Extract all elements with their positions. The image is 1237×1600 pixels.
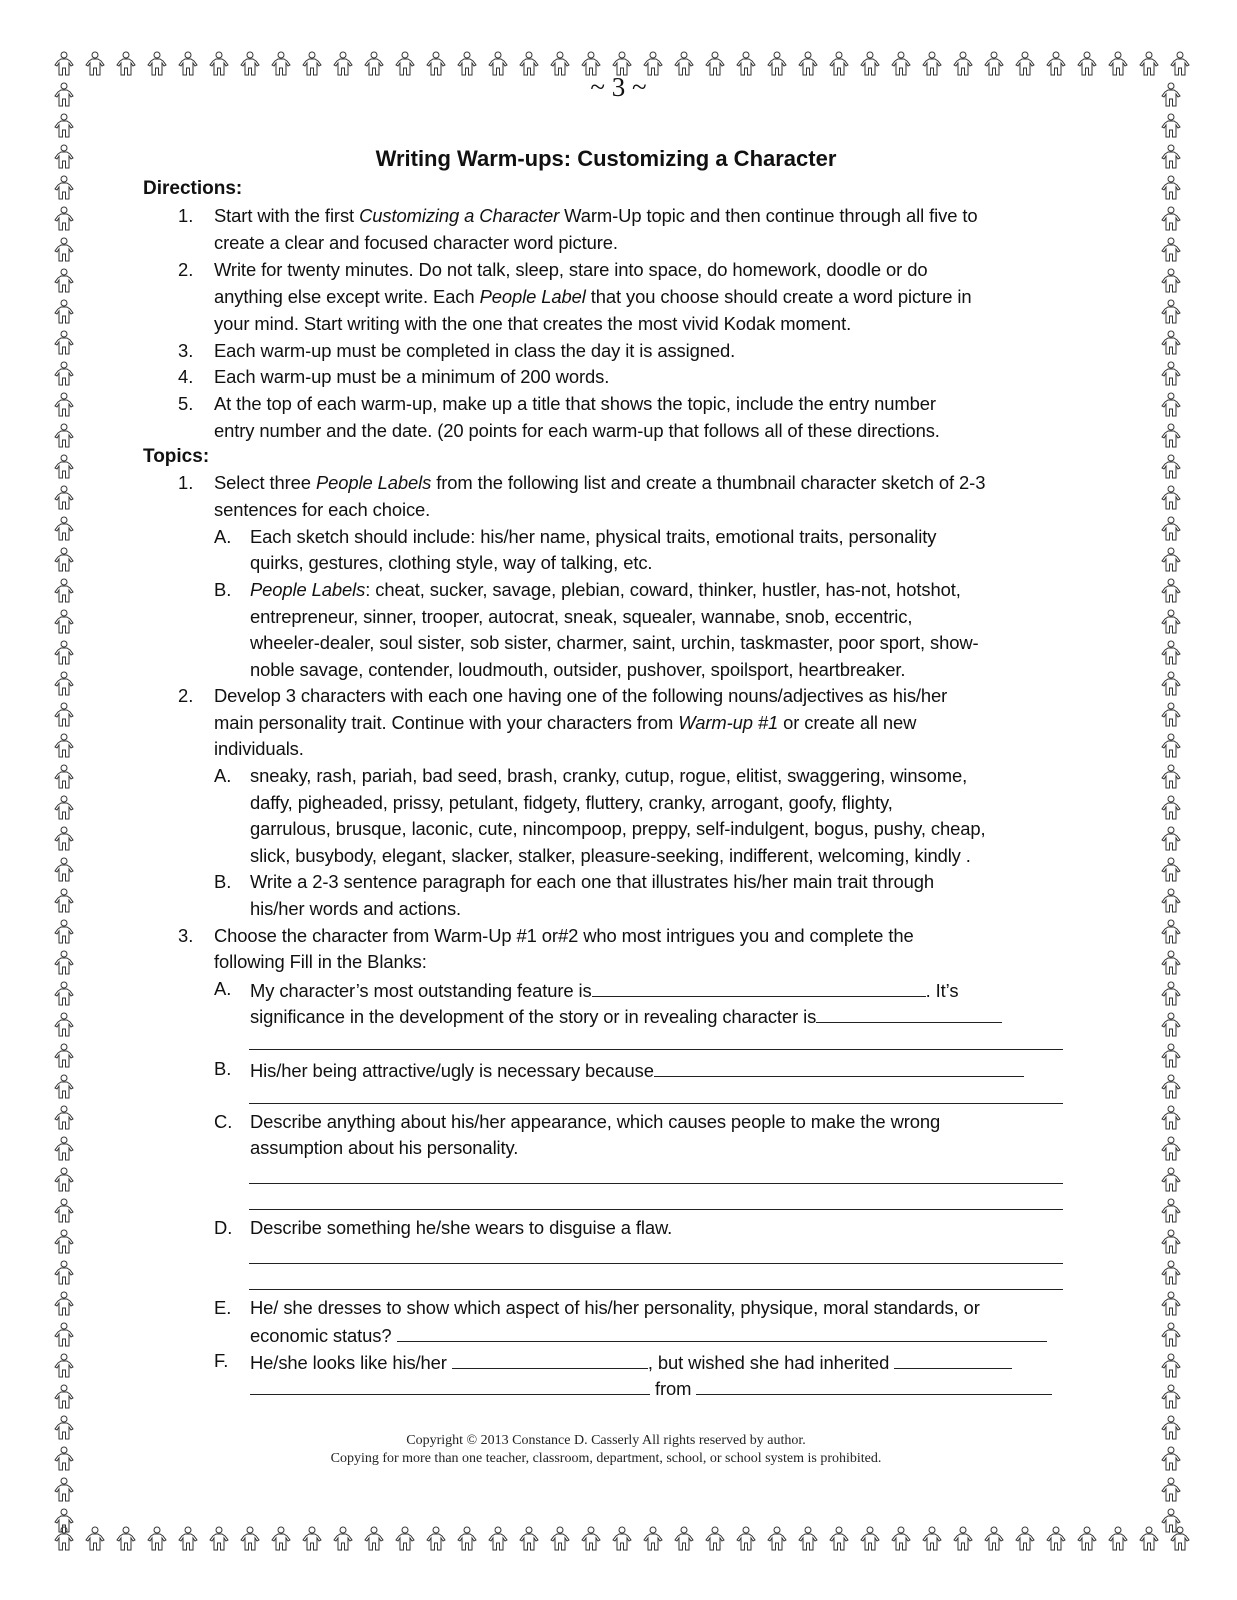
person-icon bbox=[48, 1319, 79, 1350]
person-icon bbox=[730, 1523, 761, 1554]
person-icon bbox=[48, 730, 79, 761]
person-icon bbox=[1155, 544, 1186, 575]
fill-d-letter: D. bbox=[214, 1217, 233, 1238]
fill-e-letter: E. bbox=[214, 1297, 232, 1318]
direction-1-line-2: create a clear and focused character word picture. bbox=[214, 232, 618, 253]
person-icon bbox=[48, 234, 79, 265]
person-icon bbox=[48, 699, 79, 730]
fill-c-letter: C. bbox=[214, 1111, 233, 1132]
person-icon bbox=[172, 1523, 203, 1554]
attractive-ugly-blank[interactable] bbox=[654, 1058, 1024, 1077]
person-icon bbox=[1155, 1474, 1186, 1505]
person-icon bbox=[48, 296, 79, 327]
person-icon bbox=[1155, 203, 1186, 234]
person-icon bbox=[48, 792, 79, 823]
person-icon bbox=[1155, 358, 1186, 389]
copying-notice: Copying for more than one teacher, classroom, department, school, or school system is prohibited. bbox=[330, 1451, 882, 1466]
fill-a-line-1 bbox=[250, 978, 958, 1002]
person-icon bbox=[1155, 1040, 1186, 1071]
person-icon bbox=[1155, 854, 1186, 885]
fill-d-answer-line-1[interactable] bbox=[249, 1263, 1063, 1264]
fill-a-answer-line[interactable] bbox=[249, 1049, 1063, 1050]
person-icon bbox=[48, 1350, 79, 1381]
outstanding-feature-blank[interactable] bbox=[592, 978, 926, 997]
person-icon bbox=[48, 1505, 79, 1536]
person-icon bbox=[389, 1523, 420, 1554]
page-number: ~ 3 ~ bbox=[590, 72, 647, 102]
person-icon bbox=[1155, 1071, 1186, 1102]
fill-c-answer-line-2[interactable] bbox=[249, 1209, 1063, 1210]
fill-a-significance-prompt: significance in the development of the story or in revealing character is bbox=[250, 1006, 817, 1027]
person-icon bbox=[1155, 761, 1186, 792]
topic-1-line-2: sentences for each choice. bbox=[214, 499, 431, 520]
person-icon bbox=[1155, 513, 1186, 544]
person-icon bbox=[1009, 1523, 1040, 1554]
people-labels-line-2: entrepreneur, sinner, trooper, autocrat, sneak, squealer, wannabe, snob, eccentric, bbox=[250, 606, 913, 627]
border-strip bbox=[1155, 79, 1186, 1536]
person-icon bbox=[668, 1523, 699, 1554]
person-icon bbox=[575, 1523, 606, 1554]
person-icon bbox=[48, 420, 79, 451]
person-icon bbox=[48, 110, 79, 141]
person-icon bbox=[48, 203, 79, 234]
person-icon bbox=[48, 1195, 79, 1226]
topic-1a-line-2: quirks, gestures, clothing style, way of talking, etc. bbox=[250, 552, 653, 573]
person-icon bbox=[48, 327, 79, 358]
person-icon bbox=[1155, 1319, 1186, 1350]
significance-blank[interactable] bbox=[816, 1004, 1002, 1023]
copyright-line: Copyright © 2013 Constance D. Casserly All rights reserved by author. bbox=[406, 1433, 806, 1448]
traits-line-3: garrulous, brusque, laconic, cute, nincompoop, preppy, self-indulgent, bogus, pushy, cheap, bbox=[250, 818, 986, 839]
person-icon bbox=[141, 1523, 172, 1554]
person-icon bbox=[1155, 575, 1186, 606]
direction-5-line-2: entry number and the date. (20 points for each warm-up that follows all of these directions. bbox=[214, 420, 940, 441]
inherited-from-blank[interactable] bbox=[696, 1376, 1052, 1395]
looks-like-blank[interactable] bbox=[452, 1350, 648, 1369]
topic-1a-line-1: Each sketch should include: his/her name, physical traits, emotional traits, personality bbox=[250, 526, 937, 547]
inherited-blank[interactable] bbox=[894, 1350, 1012, 1369]
person-icon bbox=[48, 947, 79, 978]
person-icon bbox=[48, 172, 79, 203]
fill-a-prompt: My character’s most outstanding feature is bbox=[250, 980, 592, 1001]
person-icon bbox=[48, 978, 79, 1009]
fill-e-line-1: He/ she dresses to show which aspect of his/her personality, physique, moral standards, or bbox=[250, 1297, 980, 1318]
person-icon bbox=[48, 1288, 79, 1319]
people-labels-line-4: noble savage, contender, loudmouth, outsider, pushover, spoilsport, heartbreaker. bbox=[250, 659, 906, 680]
person-icon bbox=[761, 1523, 792, 1554]
person-icon bbox=[48, 1102, 79, 1133]
fill-b-answer-line[interactable] bbox=[249, 1103, 1063, 1104]
directions-heading: Directions: bbox=[143, 178, 243, 199]
people-labels-line-3: wheeler-dealer, soul sister, sob sister, charmer, saint, urchin, taskmaster, poor sport, show- bbox=[250, 632, 979, 653]
person-icon bbox=[1155, 1226, 1186, 1257]
person-icon bbox=[1155, 451, 1186, 482]
fill-f-line-2 bbox=[250, 1376, 1052, 1400]
person-icon bbox=[513, 1523, 544, 1554]
fill-b-letter: B. bbox=[214, 1058, 232, 1079]
person-icon bbox=[1155, 606, 1186, 637]
person-icon bbox=[916, 1523, 947, 1554]
person-icon bbox=[420, 1523, 451, 1554]
fill-f-prompt-2: , but wished she had inherited bbox=[647, 1352, 890, 1373]
person-icon bbox=[48, 451, 79, 482]
person-icon bbox=[1155, 699, 1186, 730]
person-icon bbox=[947, 1523, 978, 1554]
fill-a-prompt-end: . It’s bbox=[925, 980, 959, 1001]
fill-c-line-1: Describe anything about his/her appearance, which causes people to make the wrong bbox=[250, 1111, 941, 1132]
page-title: Writing Warm-ups: Customizing a Character bbox=[375, 146, 837, 171]
person-icon bbox=[48, 823, 79, 854]
person-icon bbox=[48, 1474, 79, 1505]
person-icon bbox=[1040, 1523, 1071, 1554]
person-icon bbox=[1155, 327, 1186, 358]
person-icon bbox=[1155, 389, 1186, 420]
person-icon bbox=[48, 1071, 79, 1102]
person-icon bbox=[48, 637, 79, 668]
person-icon bbox=[1155, 823, 1186, 854]
traits-line-1: sneaky, rash, pariah, bad seed, brash, cranky, cutup, rogue, elitist, swaggering, winsome, bbox=[250, 765, 968, 786]
topic-2-number: 2. bbox=[178, 685, 194, 706]
person-icon bbox=[1155, 172, 1186, 203]
person-icon bbox=[48, 482, 79, 513]
person-icon bbox=[1155, 1505, 1186, 1536]
dress-aspect-blank[interactable] bbox=[397, 1323, 1047, 1342]
person-icon bbox=[1102, 1523, 1133, 1554]
person-icon bbox=[1155, 1102, 1186, 1133]
fill-d-line-1: Describe something he/she wears to disguise a flaw. bbox=[250, 1217, 673, 1238]
direction-4-number: 4. bbox=[178, 366, 194, 387]
person-icon bbox=[482, 1523, 513, 1554]
topic-2-line-3: individuals. bbox=[214, 738, 304, 759]
topic-2-line-1: Develop 3 characters with each one having one of the following nouns/adjectives as his/her bbox=[214, 685, 948, 706]
person-icon bbox=[79, 1523, 110, 1554]
person-icon bbox=[1155, 1195, 1186, 1226]
person-icon bbox=[48, 544, 79, 575]
topic-2b-line-2: his/her words and actions. bbox=[250, 898, 462, 919]
topics-heading: Topics: bbox=[143, 446, 210, 467]
person-icon bbox=[48, 761, 79, 792]
fill-a-letter: A. bbox=[214, 978, 232, 999]
person-icon bbox=[48, 854, 79, 885]
border-strip bbox=[48, 1523, 1195, 1554]
person-icon bbox=[48, 389, 79, 420]
person-icon bbox=[48, 606, 79, 637]
direction-3-line-1: Each warm-up must be completed in class the day it is assigned. bbox=[214, 340, 736, 361]
traits-line-2: daffy, pigheaded, prissy, petulant, fidgety, fluttery, cranky, arrogant, goofy, flighty, bbox=[250, 792, 893, 813]
fill-f-letter: F. bbox=[214, 1350, 229, 1371]
direction-1-number: 1. bbox=[178, 205, 194, 226]
direction-2-line-2: anything else except write. Each People Label that you choose should create a word picture in bbox=[214, 286, 972, 307]
person-icon bbox=[48, 265, 79, 296]
fill-f-prompt: He/she looks like his/her bbox=[250, 1352, 447, 1373]
person-icon bbox=[792, 1523, 823, 1554]
person-icon bbox=[1071, 1523, 1102, 1554]
person-icon bbox=[358, 1523, 389, 1554]
person-icon bbox=[327, 1523, 358, 1554]
person-icon bbox=[451, 1523, 482, 1554]
fill-a-line-2 bbox=[250, 1004, 1002, 1028]
fill-f-line-1 bbox=[250, 1350, 1012, 1374]
direction-3-number: 3. bbox=[178, 340, 194, 361]
person-icon bbox=[1155, 1381, 1186, 1412]
person-icon bbox=[203, 1523, 234, 1554]
person-icon bbox=[265, 1523, 296, 1554]
person-icon bbox=[699, 1523, 730, 1554]
person-icon bbox=[885, 1523, 916, 1554]
person-icon bbox=[48, 916, 79, 947]
fill-c-answer-line-1[interactable] bbox=[249, 1183, 1063, 1184]
border-strip bbox=[48, 79, 79, 1536]
fill-c-line-2: assumption about his personality. bbox=[250, 1137, 519, 1158]
topic-1-line-1: Select three People Labels from the following list and create a thumbnail character sketch of 2-3 bbox=[214, 472, 986, 493]
person-icon bbox=[1155, 1133, 1186, 1164]
topic-3-line-2: following Fill in the Blanks: bbox=[214, 951, 427, 972]
person-icon bbox=[1155, 947, 1186, 978]
fill-e-line-2 bbox=[250, 1323, 1047, 1347]
person-icon bbox=[637, 1523, 668, 1554]
topic-1b-letter: B. bbox=[214, 579, 232, 600]
person-icon bbox=[48, 1164, 79, 1195]
person-icon bbox=[1155, 1257, 1186, 1288]
fill-f-from-label: from bbox=[655, 1378, 692, 1399]
fill-e-prompt: economic status? bbox=[250, 1325, 392, 1346]
fill-b-prompt: His/her being attractive/ugly is necessary because bbox=[250, 1060, 654, 1081]
person-icon bbox=[1155, 265, 1186, 296]
person-icon bbox=[48, 885, 79, 916]
person-icon bbox=[48, 358, 79, 389]
person-icon bbox=[823, 1523, 854, 1554]
topic-3-number: 3. bbox=[178, 925, 194, 946]
person-icon bbox=[1155, 668, 1186, 699]
direction-2-number: 2. bbox=[178, 259, 194, 280]
direction-4-line-1: Each warm-up must be a minimum of 200 words. bbox=[214, 366, 610, 387]
person-icon bbox=[606, 1523, 637, 1554]
person-icon bbox=[48, 668, 79, 699]
person-icon bbox=[1155, 1350, 1186, 1381]
topic-2b-letter: B. bbox=[214, 871, 232, 892]
person-icon bbox=[1155, 916, 1186, 947]
person-icon bbox=[1155, 1288, 1186, 1319]
traits-line-4: slick, busybody, elegant, slacker, stalker, pleasure-seeking, indifferent, welcoming, kindly . bbox=[250, 845, 971, 866]
person-icon bbox=[544, 1523, 575, 1554]
person-icon bbox=[48, 1040, 79, 1071]
person-icon bbox=[48, 575, 79, 606]
fill-d-answer-line-2[interactable] bbox=[249, 1289, 1063, 1290]
topic-3-line-1: Choose the character from Warm-Up #1 or#2 who most intrigues you and complete the bbox=[214, 925, 914, 946]
direction-2-line-3: your mind. Start writing with the one that creates the most vivid Kodak moment. bbox=[214, 313, 852, 334]
direction-1-line-1: Start with the first Customizing a Character Warm-Up topic and then continue through all five to bbox=[214, 205, 978, 226]
topic-2b-line-1: Write a 2-3 sentence paragraph for each one that illustrates his/her main trait through bbox=[250, 871, 935, 892]
people-labels-line-1: People Labels: cheat, sucker, savage, plebian, coward, thinker, hustler, has-not, hotshot, bbox=[250, 579, 961, 600]
person-icon bbox=[978, 1523, 1009, 1554]
person-icon bbox=[1155, 110, 1186, 141]
person-icon bbox=[48, 1226, 79, 1257]
person-icon bbox=[110, 1523, 141, 1554]
person-icon bbox=[1155, 637, 1186, 668]
person-icon bbox=[1155, 730, 1186, 761]
direction-5-line-1: At the top of each warm-up, make up a title that shows the topic, include the entry number bbox=[214, 393, 936, 414]
topic-1a-letter: A. bbox=[214, 526, 232, 547]
person-icon bbox=[48, 1133, 79, 1164]
person-icon bbox=[1155, 482, 1186, 513]
person-icon bbox=[1155, 420, 1186, 451]
direction-5-number: 5. bbox=[178, 393, 194, 414]
person-icon bbox=[48, 1381, 79, 1412]
person-icon bbox=[1155, 1009, 1186, 1040]
fill-b-line-1 bbox=[250, 1058, 1024, 1082]
direction-2-line-1: Write for twenty minutes. Do not talk, sleep, stare into space, do homework, doodle or do bbox=[214, 259, 928, 280]
person-icon bbox=[854, 1523, 885, 1554]
person-icon bbox=[234, 1523, 265, 1554]
person-icon bbox=[1155, 1164, 1186, 1195]
person-icon bbox=[1155, 885, 1186, 916]
topic-2a-letter: A. bbox=[214, 765, 232, 786]
person-icon bbox=[1155, 296, 1186, 327]
person-icon bbox=[48, 1009, 79, 1040]
person-icon bbox=[48, 513, 79, 544]
person-icon bbox=[1155, 234, 1186, 265]
topic-2-line-2: main personality trait. Continue with your characters from Warm-up #1 or create all new bbox=[214, 712, 917, 733]
person-icon bbox=[1155, 792, 1186, 823]
person-icon bbox=[48, 1257, 79, 1288]
inherited-trait-blank[interactable] bbox=[250, 1376, 650, 1395]
topic-1-number: 1. bbox=[178, 472, 194, 493]
person-icon bbox=[296, 1523, 327, 1554]
person-icon bbox=[1155, 978, 1186, 1009]
